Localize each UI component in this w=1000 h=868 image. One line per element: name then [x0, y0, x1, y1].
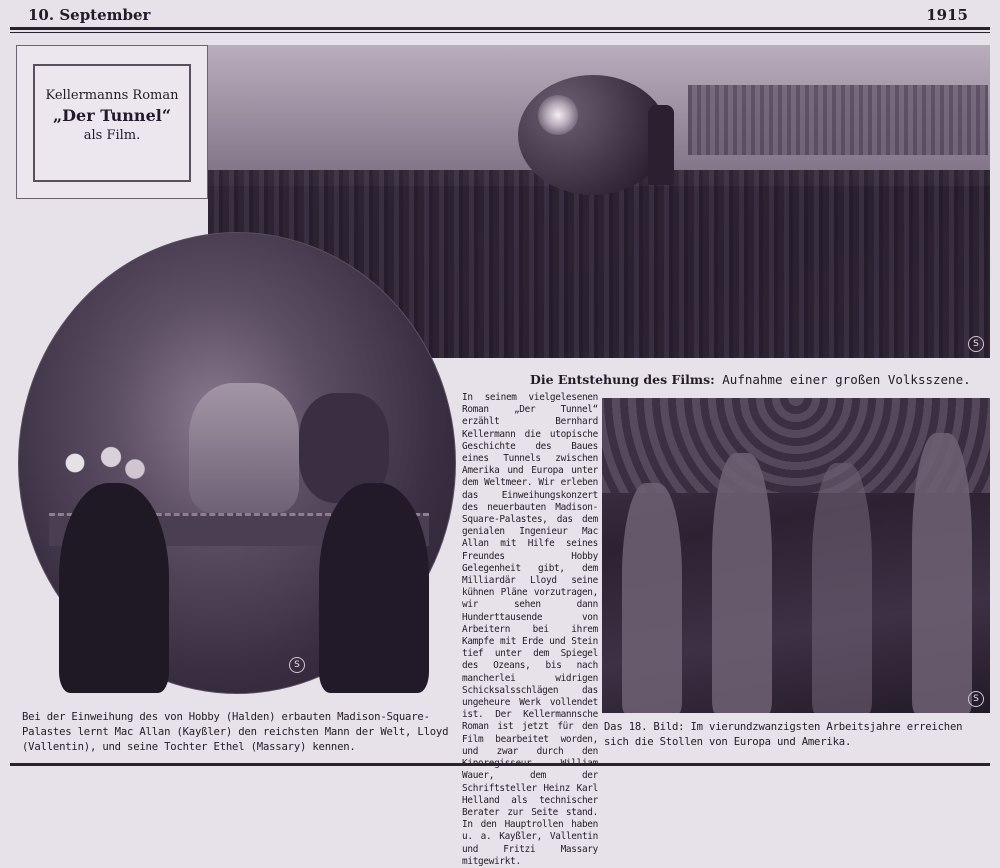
photo-grandstand: [688, 85, 988, 155]
monogram-icon: S: [968, 336, 984, 352]
concert-scene-photo: [18, 232, 456, 694]
title-line-2: „Der Tunnel“: [52, 106, 172, 125]
photo-woman-figure: [189, 383, 299, 513]
title-line-3: als Film.: [83, 128, 141, 143]
article-text: In seinem vielgelesenen Roman „Der Tunnel“ erzählt Bernhard Kellermann die utopische Geschichte des Baues eines Tunnels zwischen Amerika und Europa unter dem Weltmeer. Wir erleben das Einweihungskonzert des neuerbauten Madison-Square-Palastes, das dem genialen Ingenieur Mac Allan mit Hilfe seines Freundes Hobby Gelegenheit gibt, dem Milliardär Lloyd seine kühnen Pläne vorzutragen, wir sehen dann Hunderttausende von Arbeitern bei ihrem Kampfe mit Erde und Stein tief unter dem Spiegel des Ozeans, bis nach mancherlei widrigen Schicksalsschlägen das ungeheure Werk vollendet ist. Der Kellermannsche Roman ist jetzt für den Film bearbeitet worden, und zwar durch den Wauer, dem der Schriftsteller Heinz Karl Helland als technischer Berater zur Seite stand. In den Hauptrollen haben u. a. Kayßler, Vallentin und Fritzi Massary mitgewirkt.: [462, 392, 598, 867]
monogram-icon: S: [289, 657, 305, 673]
tunnel-photo-caption: Das 18. Bild: Im vierundzwanzigsten Arbeitsjahre erreichen sich die Stollen von Europa und Amerika.: [604, 721, 963, 748]
caption-lead: Die Entstehung des Films:: [530, 372, 715, 387]
title-line-1: Kellermanns Roman: [45, 88, 179, 103]
photo-right-man-figure: [319, 483, 429, 693]
header-rule: [10, 27, 990, 30]
photo-worker-figure: [622, 483, 682, 713]
photo-worker-figure: [712, 453, 772, 713]
page-year: 1915: [926, 6, 968, 24]
page-date: 10. September: [28, 6, 151, 24]
monogram-icon: S: [968, 691, 984, 707]
photo-floodlight-glow: [538, 95, 578, 135]
header-rule-thin: [10, 32, 990, 33]
concert-photo-caption: Bei der Einweihung des von Hobby (Halden) erbauten Madison-Square-Palastes lernt Mac Allan (Kayßler) den reichsten Mann der Welt, Lloyd (Vallentin), und seine Tochter Ethel (Massary) kennen.: [22, 711, 449, 753]
photo-worker-figure: [912, 433, 972, 713]
photo-worker-figure: [812, 463, 872, 713]
footer-rule: [10, 763, 990, 766]
crowd-photo-caption: [530, 372, 990, 387]
photo-left-man-figure: [59, 483, 169, 693]
caption-rest: Aufnahme einer großen Volksszene.: [714, 372, 971, 387]
photo-speaker-figure: [648, 105, 674, 185]
title-box: [16, 45, 208, 199]
tunnel-workers-photo: [602, 398, 990, 713]
photo-floodlight: [518, 75, 668, 195]
title-frame: [33, 64, 191, 182]
